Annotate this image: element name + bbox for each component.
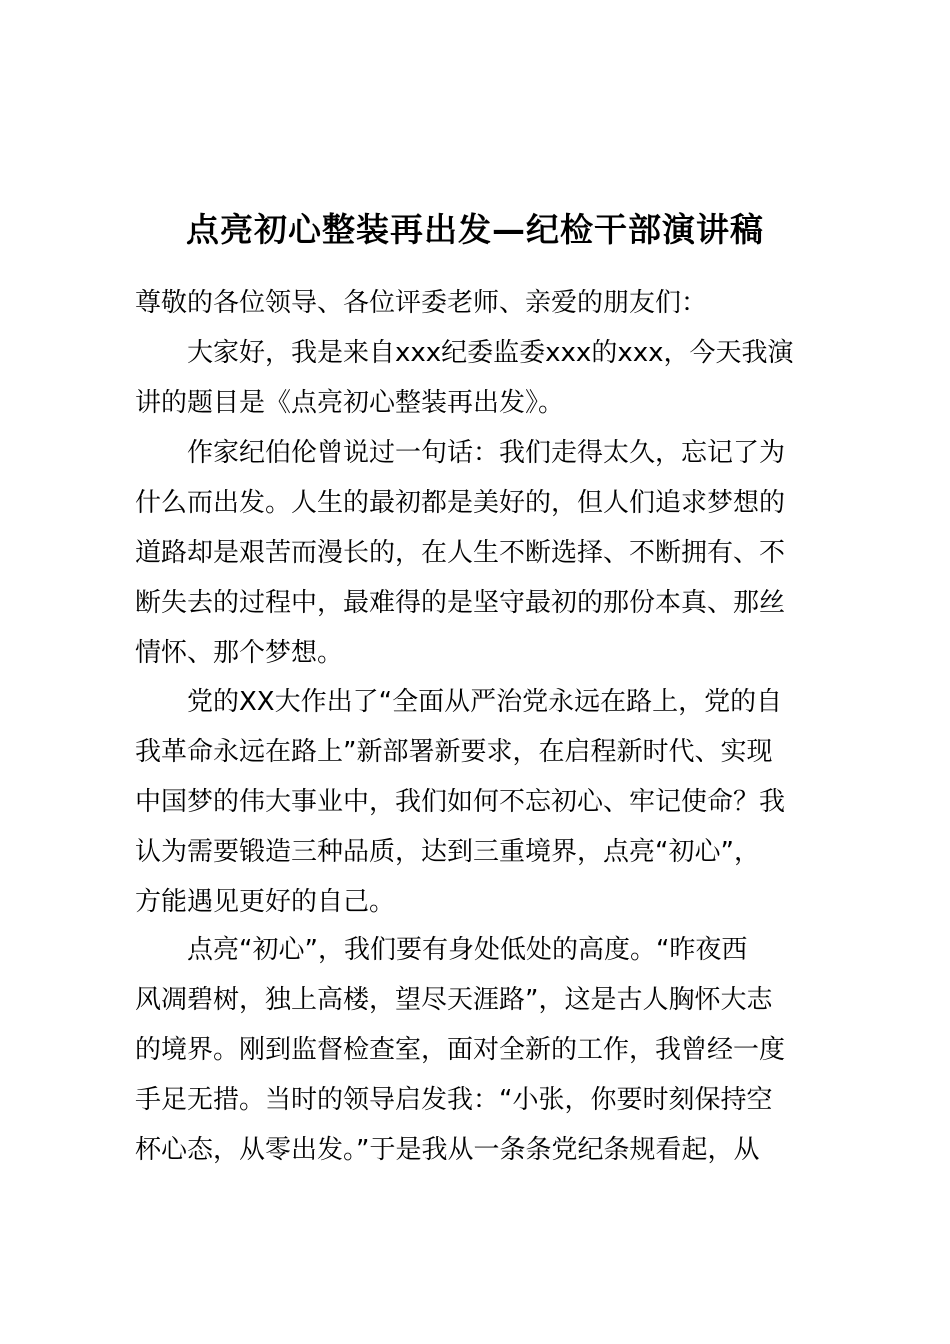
paragraph-2-line-4: 断失去的过程中，最难得的是坚守最初的那份本真、那丝	[135, 588, 786, 618]
salutation: 尊敬的各位领导、各位评委老师、亲爱的朋友们：	[135, 288, 708, 318]
paragraph-3-line-3: 中国梦的伟大事业中，我们如何不忘初心、牢记使命？我	[135, 787, 786, 817]
paragraph-3-line-4: 认为需要锻造三种品质，达到三重境界，点亮“初心”，	[135, 837, 760, 867]
paragraph-4-line-3: 的境界。刚到监督检查室，面对全新的工作，我曾经一度	[135, 1035, 786, 1065]
paragraph-2-line-5: 情怀、那个梦想。	[135, 638, 344, 668]
paragraph-4-line-5: 杯心态，从零出发。”于是我从一条条党纪条规看起，从	[135, 1135, 760, 1165]
paragraph-2-line-3: 道路却是艰苦而漫长的，在人生不断选择、不断拥有、不	[135, 538, 786, 568]
paragraph-3-line-1: 党的XX大作出了“全面从严治党永远在路上，党的自	[187, 687, 783, 717]
paragraph-4-line-1: 点亮“初心”，我们要有身处低处的高度。“昨夜西	[187, 935, 748, 965]
document-title: 点亮初心整装再出发—纪检干部演讲稿	[186, 210, 764, 249]
paragraph-2-line-1: 作家纪伯伦曾说过一句话：我们走得太久，忘记了为	[187, 438, 786, 468]
paragraph-3-line-2: 我革命永远在路上”新部署新要求，在启程新时代、实现	[135, 737, 773, 767]
paragraph-1-line-1: 大家好，我是来自xxx纪委监委xxx的xxx，今天我演	[187, 338, 794, 368]
paragraph-1-line-2: 讲的题目是《点亮初心整装再出发》。	[135, 388, 565, 418]
paragraph-3-line-5: 方能遇见更好的自己。	[135, 887, 396, 917]
paragraph-2-line-2: 什么而出发。人生的最初都是美好的，但人们追求梦想的	[135, 488, 786, 518]
paragraph-4-line-2: 风凋碧树，独上高楼，望尽天涯路”，这是古人胸怀大志	[135, 985, 773, 1015]
paragraph-4-line-4: 手足无措。当时的领导启发我：“小张，你要时刻保持空	[135, 1085, 773, 1115]
